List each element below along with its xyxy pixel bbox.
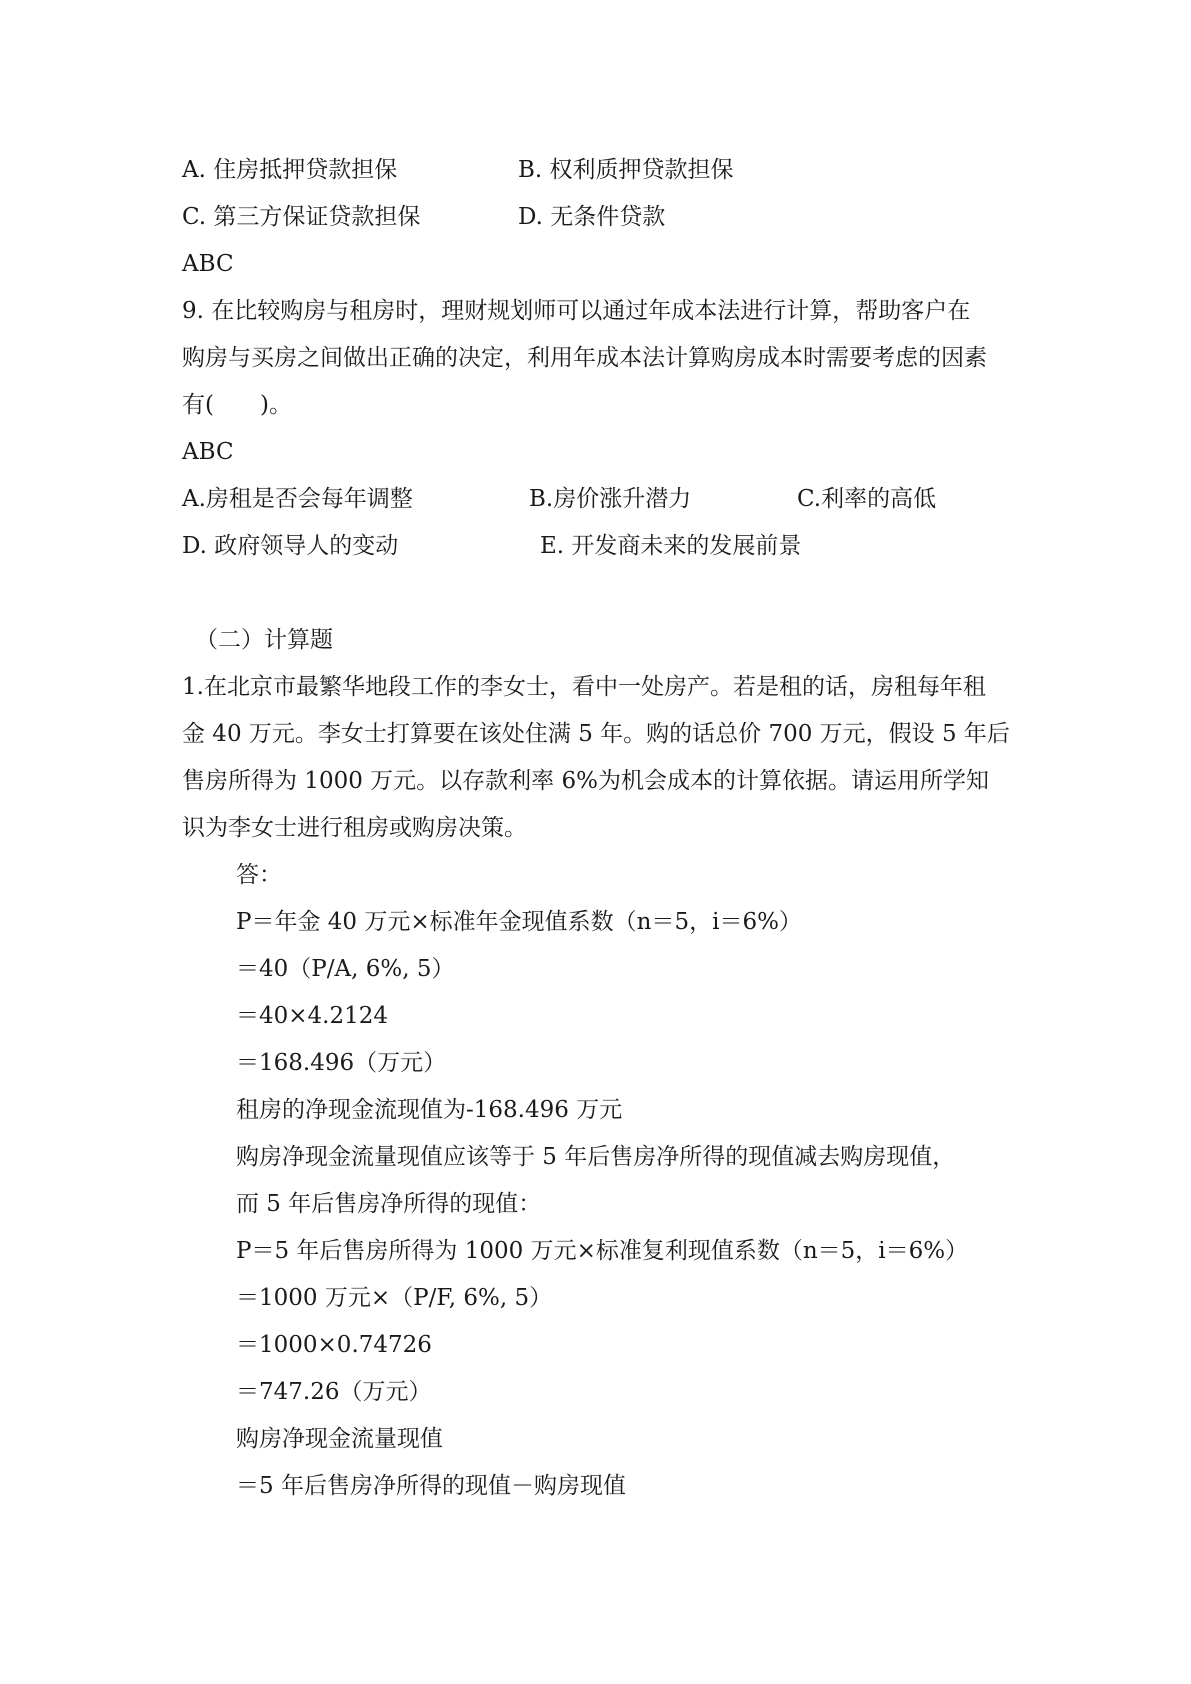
answer-line-text: ＝747.26（万元）	[236, 1379, 432, 1405]
q9-option-b: B.房价涨升潜力	[529, 486, 692, 512]
q8-option-a: A. 住房抵押贷款担保	[182, 157, 398, 183]
q8-option-c: C. 第三方保证贷款担保	[182, 204, 421, 230]
answer-line	[0, 1231, 1191, 1271]
answer-line	[0, 855, 1191, 895]
answer-line	[0, 1090, 1191, 1130]
q9-stem-text-2: 购房与买房之间做出正确的决定，利用年成本法计算购房成本时需要考虑的因素	[182, 345, 987, 371]
q8-option-b: B. 权利质押贷款担保	[518, 157, 734, 183]
q8-option-d: D. 无条件贷款	[518, 204, 666, 230]
calc-q1-stem-text-1: 1.在北京市最繁华地段工作的李女士，看中一处房产。若是租的话，房租每年租	[182, 674, 986, 700]
answer-line	[0, 1419, 1191, 1459]
calc-q1-stem-line-3	[0, 761, 1191, 801]
q9-option-c: C.利率的高低	[797, 486, 937, 512]
answer-line	[0, 1184, 1191, 1224]
q9-option-a: A.房租是否会每年调整	[182, 486, 413, 512]
answer-line-text: 购房净现金流量现值应该等于 5 年后售房净所得的现值减去购房现值，	[236, 1144, 956, 1170]
answer-line-text: 而 5 年后售房净所得的现值：	[236, 1191, 542, 1217]
q9-answer	[0, 432, 1191, 472]
calc-q1-stem-text-4: 识为李女士进行租房或购房决策。	[182, 815, 527, 841]
calc-q1-stem-line-4	[0, 808, 1191, 848]
calc-q1-stem-text-2: 金 40 万元。李女士打算要在该处住满 5 年。购的话总价 700 万元，假设 5 年后	[182, 721, 1010, 747]
answer-line-text: P＝年金 40 万元×标准年金现值系数（n＝5，i＝6%）	[236, 909, 802, 935]
q9-options-row-2	[0, 526, 1191, 566]
answer-line	[0, 1325, 1191, 1365]
q9-stem-line-2	[0, 338, 1191, 378]
answer-line	[0, 996, 1191, 1036]
answer-line	[0, 949, 1191, 989]
answer-line-text: ＝40×4.2124	[236, 1003, 389, 1029]
q9-option-d: D. 政府领导人的变动	[182, 533, 399, 559]
answer-line	[0, 902, 1191, 942]
calc-q1-stem-line-2	[0, 714, 1191, 754]
answer-line	[0, 1278, 1191, 1318]
q8-answer	[0, 244, 1191, 284]
q9-stem-text-1: 9. 在比较购房与租房时，理财规划师可以通过年成本法进行计算，帮助客户在	[182, 298, 971, 324]
calc-q1-stem-line-1	[0, 667, 1191, 707]
q8-options-row-2	[0, 197, 1191, 237]
answer-line	[0, 1043, 1191, 1083]
q9-stem-line-1	[0, 291, 1191, 331]
q8-options-row-1	[0, 150, 1191, 190]
answer-line-text: P＝5 年后售房所得为 1000 万元×标准复利现值系数（n＝5，i＝6%）	[236, 1238, 969, 1264]
answer-line-text: 购房净现金流量现值	[236, 1426, 443, 1452]
answer-line-text: ＝168.496（万元）	[236, 1050, 447, 1076]
answer-line-text: ＝40（P/A, 6%, 5）	[236, 956, 455, 982]
answer-line-text: ＝5 年后售房净所得的现值－购房现值	[236, 1473, 626, 1499]
answer-line-text: 租房的净现金流现值为-168.496 万元	[236, 1097, 623, 1123]
answer-line	[0, 1372, 1191, 1412]
answer-line-text: ＝1000 万元×（P/F, 6%, 5）	[236, 1285, 553, 1311]
q9-stem-line-3	[0, 385, 1191, 425]
answer-line	[0, 1137, 1191, 1177]
section-heading	[0, 620, 1191, 660]
q9-stem-text-3: 有( )。	[182, 392, 292, 418]
answer-line	[0, 1466, 1191, 1506]
answer-line-text: 答：	[236, 862, 282, 888]
answer-line-text: ＝1000×0.74726	[236, 1332, 432, 1358]
calc-q1-stem-text-3: 售房所得为 1000 万元。以存款利率 6%为机会成本的计算依据。请运用所学知	[182, 768, 989, 794]
q9-options-row-1	[0, 479, 1191, 519]
section-heading-text: （二）计算题	[195, 627, 333, 653]
q9-answer-text: ABC	[182, 439, 234, 465]
q9-option-e: E. 开发商未来的发展前景	[540, 533, 802, 559]
q8-answer-text: ABC	[182, 251, 234, 277]
